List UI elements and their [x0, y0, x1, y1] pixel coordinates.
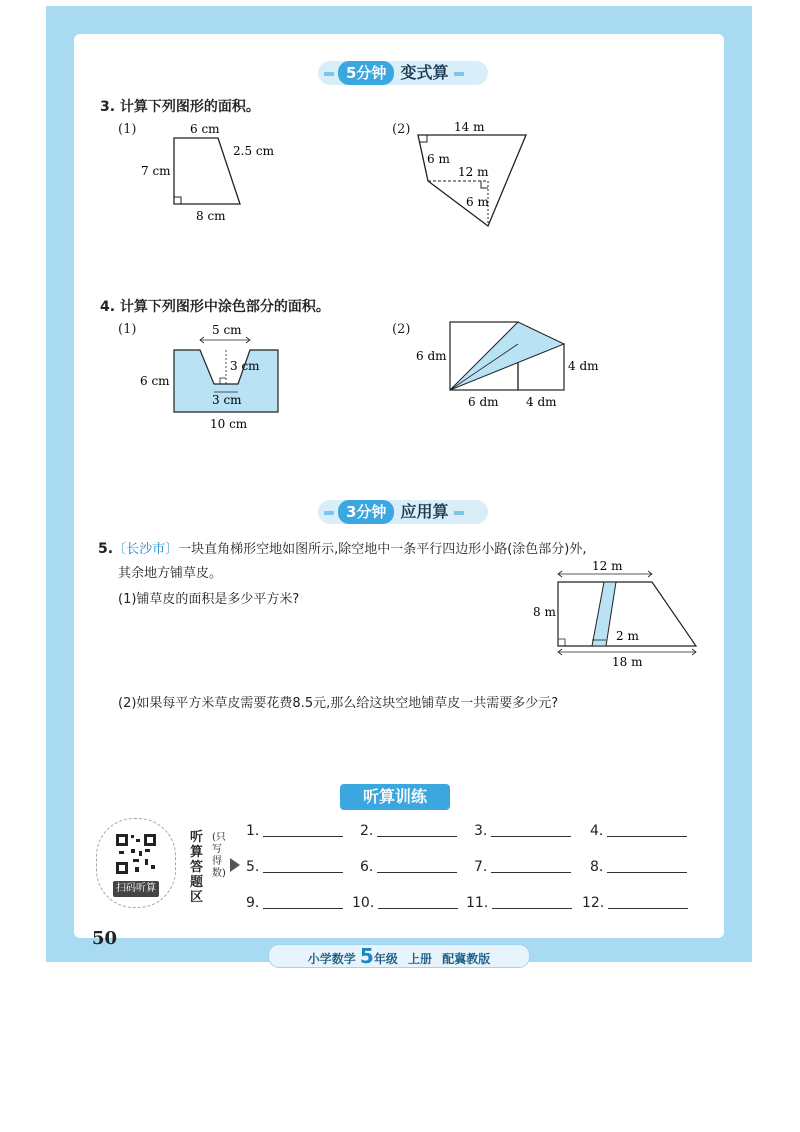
right-angle-mark — [481, 181, 488, 188]
label-top: 14 m — [454, 120, 485, 134]
footer-subject: 小学数学 — [307, 952, 356, 966]
question-3-heading: 3. 计算下列图形的面积。 — [100, 99, 260, 115]
q5-figure — [530, 558, 705, 670]
answer-blank[interactable] — [246, 822, 343, 839]
blank-line[interactable] — [263, 822, 343, 837]
answer-blank[interactable] — [360, 822, 457, 839]
blank-line[interactable] — [377, 858, 457, 873]
answer-blank[interactable] — [582, 894, 688, 911]
q3-part1-label: (1) — [118, 122, 137, 137]
listening-title: 听算训练 — [340, 784, 450, 810]
label-bottom: 8 cm — [196, 209, 226, 223]
label-top: 5 cm — [212, 323, 242, 337]
footer-grade: 年级 — [373, 952, 398, 966]
right-angle-mark — [558, 639, 565, 646]
label-left: 6 dm — [416, 349, 447, 363]
trapezoid-shape — [174, 138, 240, 204]
q3-figure-1 — [140, 120, 300, 230]
label-inner-height: 3 cm — [230, 359, 260, 373]
footer-edition: 配冀教版 — [442, 952, 491, 966]
blank-number: 10. — [352, 895, 375, 911]
footer-term: 上册 — [408, 952, 433, 966]
page-number: 50 — [92, 928, 118, 949]
blank-line[interactable] — [491, 822, 571, 837]
minutes-badge: 3分钟 — [338, 500, 394, 524]
q4-part2-label: (2) — [392, 322, 411, 337]
question-number: 5. — [98, 541, 114, 557]
pill-dash — [324, 72, 334, 76]
label-bottom: 18 m — [612, 655, 643, 669]
q3-part2-label: (2) — [392, 122, 411, 137]
label-mid: 12 m — [458, 165, 489, 179]
label-bottom: 10 cm — [210, 417, 248, 431]
question-text: 一块直角梯形空地如图所示,除空地中一条平行四边形小路(涂色部分)外, — [178, 542, 587, 557]
answer-blank[interactable] — [246, 858, 343, 875]
answer-blank[interactable] — [590, 858, 687, 875]
label-path: 2 m — [616, 629, 639, 643]
label-bottom-right: 4 dm — [526, 395, 557, 409]
blank-number: 12. — [582, 895, 605, 911]
blank-number: 11. — [466, 895, 489, 911]
blank-number: 3. — [474, 823, 488, 839]
section-header-bianshisuan — [318, 61, 488, 85]
blank-line[interactable] — [607, 858, 687, 873]
label-h2: 6 m — [466, 195, 489, 209]
blank-number: 1. — [246, 823, 260, 839]
label-inner-bottom: 3 cm — [212, 393, 242, 407]
shaded-triangle — [450, 322, 564, 390]
source-tag: 〔长沙市〕 — [113, 542, 179, 557]
question-5-line1 — [98, 538, 587, 557]
section-title: 变式算 — [400, 63, 449, 82]
answer-blank[interactable] — [590, 822, 687, 839]
blank-line[interactable] — [263, 858, 343, 873]
section-title: 应用算 — [400, 502, 449, 521]
question-5-sub1: (1)铺草皮的面积是多少平方米? — [118, 592, 300, 607]
pill-dash — [454, 511, 464, 515]
play-triangle-icon — [230, 858, 240, 872]
answer-blank[interactable] — [352, 894, 458, 911]
right-angle-mark — [220, 378, 226, 384]
answer-blank[interactable] — [246, 894, 343, 911]
label-slant: 2.5 cm — [233, 144, 274, 158]
footer-badge — [268, 944, 530, 968]
shaded-path — [592, 582, 616, 646]
qr-block[interactable] — [96, 818, 176, 908]
blank-line[interactable] — [492, 894, 572, 909]
answer-blank[interactable] — [474, 822, 571, 839]
right-angle-mark — [420, 135, 427, 142]
blank-line[interactable] — [377, 822, 457, 837]
label-bottom-left: 6 dm — [468, 395, 499, 409]
answer-blank[interactable] — [360, 858, 457, 875]
q4-figure-2 — [412, 318, 602, 414]
blank-number: 4. — [590, 823, 604, 839]
right-angle-mark — [174, 197, 181, 204]
question-4-heading: 4. 计算下列图形中涂色部分的面积。 — [100, 299, 330, 315]
qr-code-icon — [115, 833, 157, 875]
answer-blank[interactable] — [474, 858, 571, 875]
label-left: 7 cm — [141, 164, 171, 178]
q4-figure-1 — [138, 322, 288, 434]
q3-figure-2 — [410, 118, 540, 230]
question-5-line2: 其余地方铺草皮。 — [118, 566, 223, 581]
label-right: 4 dm — [568, 359, 599, 373]
blank-number: 2. — [360, 823, 374, 839]
answer-blank[interactable] — [466, 894, 572, 911]
blank-line[interactable] — [607, 822, 687, 837]
blank-number: 5. — [246, 859, 260, 875]
question-5-sub2: (2)如果每平方米草皮需要花费8.5元,那么给这块空地铺草皮一共需要多少元? — [118, 696, 559, 711]
blank-number: 7. — [474, 859, 488, 875]
section-header-yingyongsuan — [318, 500, 488, 524]
blank-line[interactable] — [263, 894, 343, 909]
footer-grade-number: 5 — [359, 944, 374, 968]
answer-area-note: (只写得数) — [212, 832, 226, 879]
q4-part1-label: (1) — [118, 322, 137, 337]
blank-line[interactable] — [378, 894, 458, 909]
blank-number: 8. — [590, 859, 604, 875]
answer-area-label: 听算答题区 — [190, 830, 204, 905]
label-h1: 6 m — [427, 152, 450, 166]
label-left: 8 m — [533, 605, 556, 619]
blank-line[interactable] — [491, 858, 571, 873]
label-left: 6 cm — [140, 374, 170, 388]
label-top: 6 cm — [190, 122, 220, 136]
blank-number: 6. — [360, 859, 374, 875]
label-top: 12 m — [592, 559, 623, 573]
minutes-badge: 5分钟 — [338, 61, 394, 85]
pill-dash — [454, 72, 464, 76]
blank-line[interactable] — [608, 894, 688, 909]
blank-number: 9. — [246, 895, 260, 911]
pill-dash — [324, 511, 334, 515]
qr-label: 扫码听算 — [113, 881, 159, 897]
